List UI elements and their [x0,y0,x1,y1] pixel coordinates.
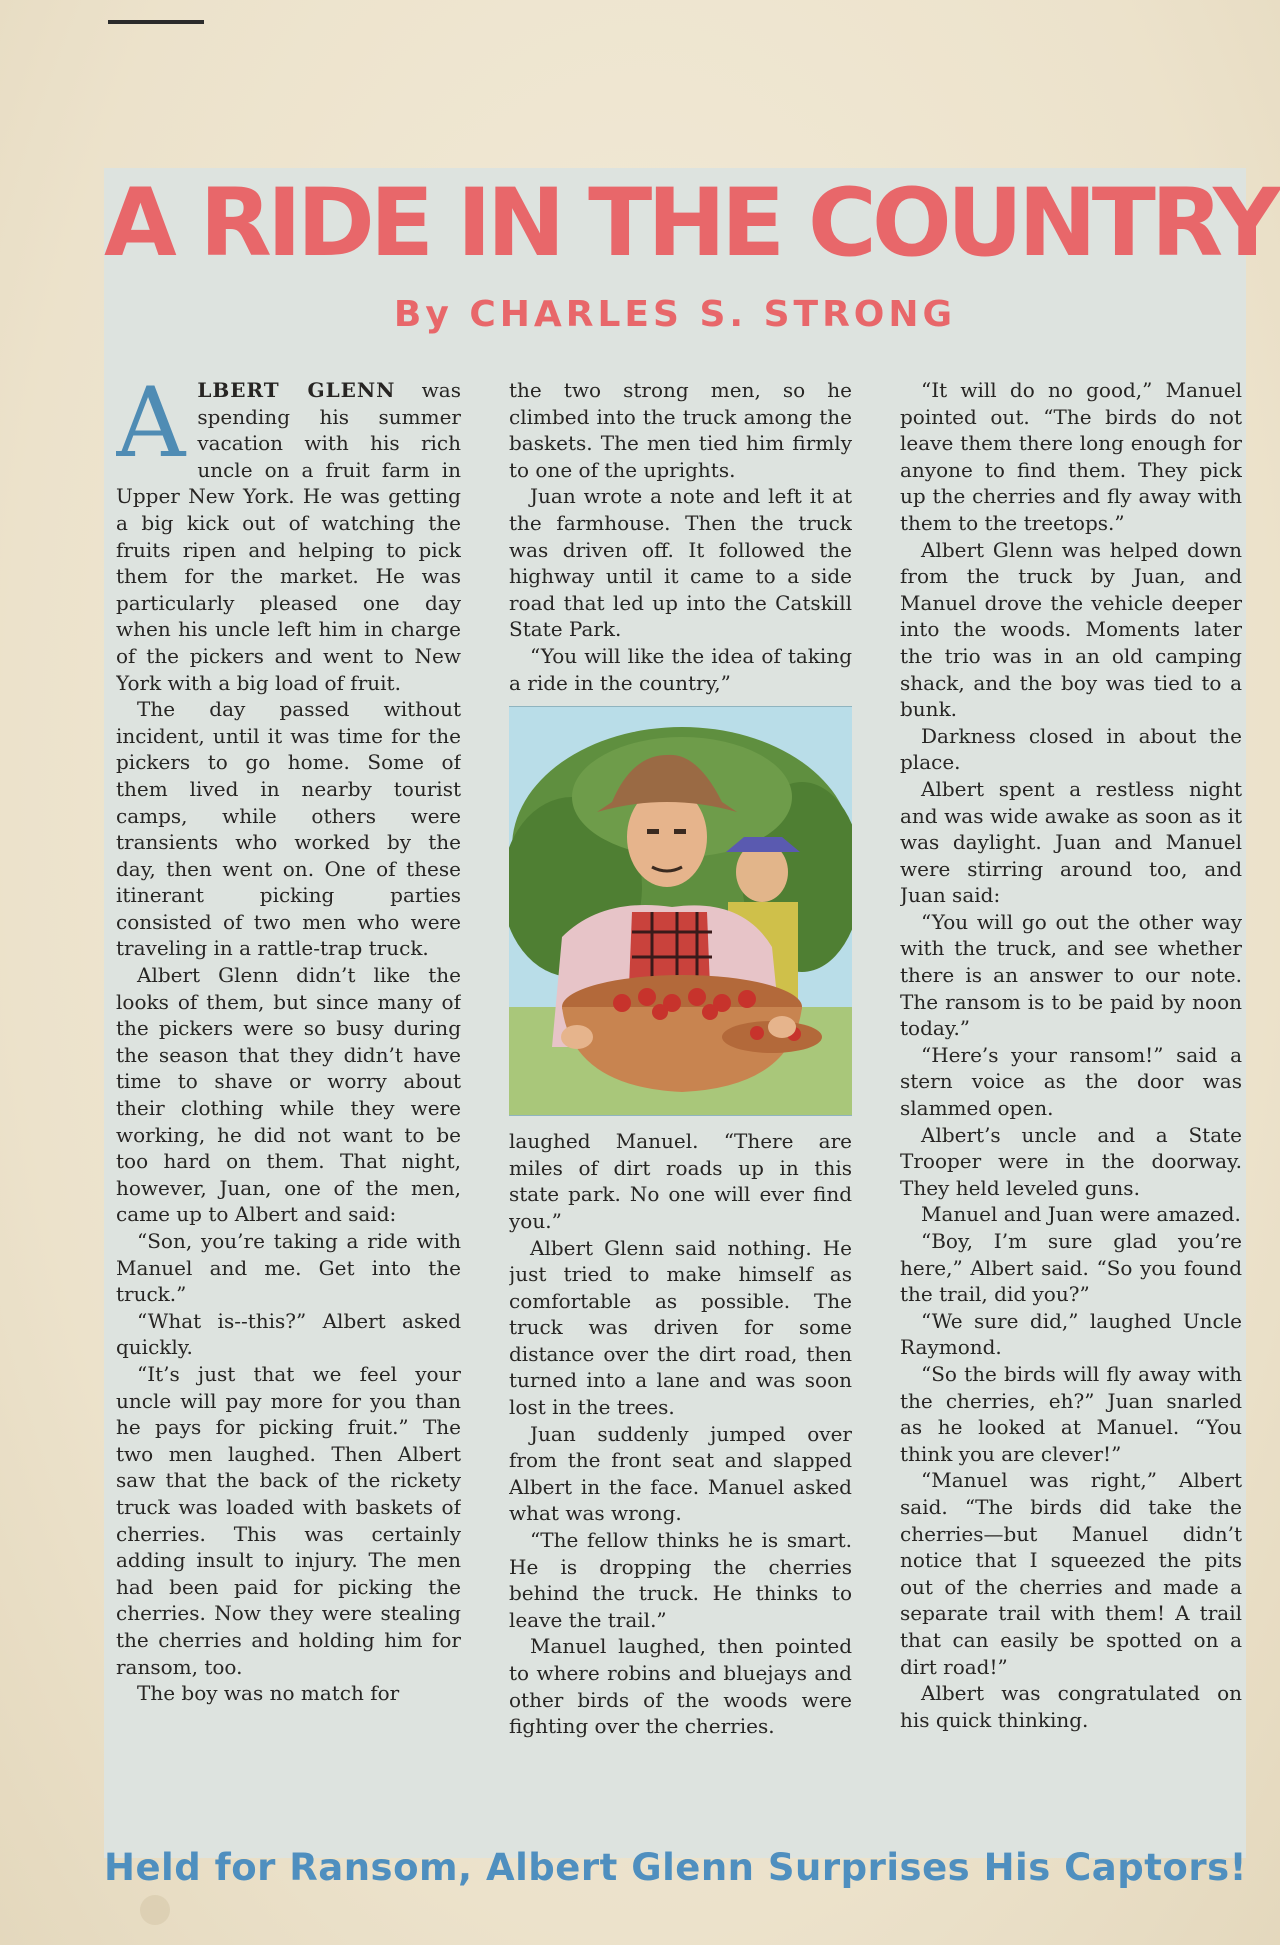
story-tagline: Held for Ransom, Albert Glenn Surprises His Captors! [104,1846,1247,1889]
paragraph: Manuel laughed, then pointed to where robins and bluejays and other birds of the woods were fighting over the cherries. [509,1634,852,1739]
paragraph: “The fellow thinks he is smart. He is dropping the cherries behind the truck. He thinks to leave the trail.” [509,1528,852,1632]
paragraph: “Manuel was right,” Albert said. “The birds did take the cherries—but Manuel didn’t notice that I squeezed the pits out of the cherries and made a separate trail with them! A trail that can easily be spotted on a dirt road!” [900,1468,1242,1679]
story-byline: By CHARLES S. STRONG [393,294,957,335]
text-column-2 [509,377,852,1807]
paragraph-text: was spending his summer vacation with his rich uncle on a fruit farm in Upper New York. He was getting a big kick out of watching the fruits ripen and helping to pick them for the market. He was particularly pleased one day when his uncle left him in charge of the pickers and went to New York with a big load of fruit. [116,378,461,695]
paragraph [116,377,461,696]
paragraph: Juan suddenly jumped over from the front seat and slapped Albert in the face. Manuel asked what was wrong. [509,1421,852,1526]
paragraph: Albert Glenn didn’t like the looks of them, but since many of the pickers were so busy during the season that they didn’t have time to shave or worry about their clothing while they were working, he did not want to be too hard on them. That night, however, Juan, one of the men, came up to Albert and said: [116,963,461,1227]
paragraph: The day passed without incident, until it was time for the pickers to go home. Some of them lived in nearby tourist camps, while others were transients who worked by the day, then went on. One of these itinerant picking parties consisted of two men who were traveling in a rattle-trap truck. [116,697,461,961]
paragraph: Darkness closed in about the place. [900,723,1242,775]
top-rule [108,20,204,24]
paragraph: “So the birds will fly away with the cherries, eh?” Juan snarled as he looked at Manuel. “You think you are clever!” [900,1361,1242,1466]
paragraph: “What is--this?” Albert asked quickly. [116,1308,461,1360]
paragraph: laughed Manuel. “There are miles of dirt roads up in this state park. No one will ever find you.” [509,1129,852,1233]
paragraph: the two strong men, so he climbed into the truck among the baskets. The men tied him firmly to one of the uprights. [509,378,852,482]
paragraph: “It will do no good,” Manuel pointed out. “The birds do not leave them there long enough for anyone to find them. They pick up the cherries and fly away with them to the treetops.” [900,378,1242,535]
paragraph: “We sure did,” laughed Uncle Raymond. [900,1308,1242,1360]
lead-caps: LBERT GLENN [197,378,396,402]
paragraph: “Son, you’re taking a ride with Manuel and me. Get into the truck.” [116,1229,461,1307]
paragraph: “Boy, I’m sure glad you’re here,” Albert said. “So you found the trail, did you?” [900,1229,1242,1307]
paragraph: Albert was congratulated on his quick thinking. [900,1681,1242,1732]
text-column-3 [900,377,1242,1807]
paragraph: “It’s just that we feel your uncle will pay more for you than he pays for picking fruit.” The two men laughed. Then Albert saw that the back of the rickety truck was loaded with baskets of cherries. This was certainly adding insult to injury. The men had been paid for picking the cherries. Now they were stealing the cherries and holding him for ransom, too. [116,1361,461,1679]
paragraph: “Here’s your ransom!” said a stern voice as the door was slammed open. [900,1042,1242,1121]
paragraph: “You will like the idea of taking a ride in the country,” [509,643,852,695]
drop-cap: A [116,377,186,479]
text-column-1 [116,377,461,1807]
paragraph: Albert spent a restless night and was wide awake as soon as it was daylight. Juan and Manuel were stirring around too, and Juan said: [900,776,1242,908]
paragraph: Albert Glenn was helped down from the truck by Juan, and Manuel drove the vehicle deeper into the woods. Moments later the trio was in an old camping shack, and the boy was tied to a bunk. [900,537,1242,722]
story-headline: A RIDE IN THE COUNTRY [104,169,1277,278]
paragraph: “You will go out the other way with the truck, and see whether there is an answer to our note. The ransom is to be paid by noon today.” [900,909,1242,1041]
paper-stain [140,1895,170,1925]
paragraph: Juan wrote a note and left it at the farmhouse. Then the truck was driven off. It followed the highway until it came to a side road that led up into the Catskill State Park. [509,484,852,642]
paragraph: The boy was no match for [137,1681,400,1706]
paragraph: Manuel and Juan were amazed. [921,1202,1241,1227]
paragraph: Albert Glenn said nothing. He just tried to make himself as comfortable as possible. The truck was driven for some distance over the dirt road, then turned into a lane and was soon lost in the trees. [509,1235,852,1420]
story-illustration [509,706,852,1116]
man-with-cherry-basket-illustration [509,707,852,1115]
paragraph: Albert’s uncle and a State Trooper were in the doorway. They held leveled guns. [900,1122,1242,1200]
